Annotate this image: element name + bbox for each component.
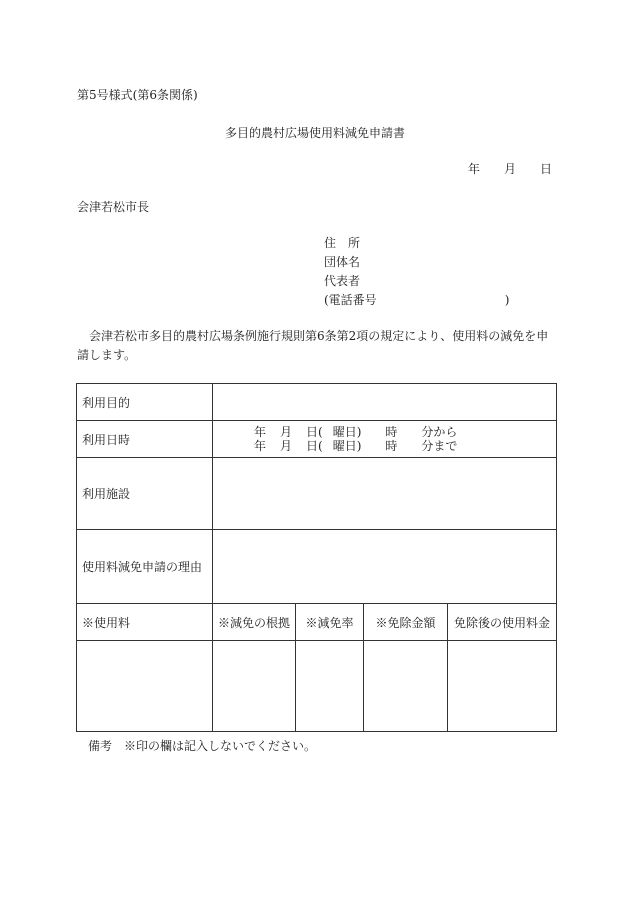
from-year: 年: [254, 425, 267, 439]
datetime-field[interactable]: [213, 421, 557, 458]
reduction-rate-header: ※減免率: [296, 604, 364, 641]
reduction-basis-header: ※減免の根拠: [213, 604, 296, 641]
reason-label: 使用料減免申請の理由: [77, 530, 213, 604]
reduction-rate-cell[interactable]: [296, 641, 364, 732]
from-minute: 分から: [421, 425, 458, 439]
phone-line: [324, 291, 509, 310]
form-number: 第5号様式(第6条関係): [77, 88, 198, 102]
to-day: 日(: [306, 439, 323, 453]
from-day: 日(: [306, 425, 323, 439]
date-year: 年: [468, 162, 481, 176]
date-line: [468, 160, 552, 177]
to-year: 年: [254, 439, 267, 453]
application-table: [76, 383, 557, 732]
addressee: 会津若松市長: [77, 200, 150, 214]
phone-close: ): [504, 293, 510, 307]
exemption-amount-header: ※免除金額: [364, 604, 448, 641]
reduction-basis-cell[interactable]: [213, 641, 296, 732]
purpose-field[interactable]: [213, 384, 557, 421]
fee-after-exemption-header: 免除後の使用料金: [448, 604, 557, 641]
date-day: 日: [540, 162, 553, 176]
phone-label: (電話番号: [324, 293, 377, 307]
facility-label: 利用施設: [77, 458, 213, 530]
to-month: 月: [280, 439, 293, 453]
from-hour: 時: [385, 425, 398, 439]
to-weekday: 曜日): [332, 439, 362, 453]
purpose-label: 利用目的: [77, 384, 213, 421]
from-month: 月: [280, 425, 293, 439]
address-label: 住 所: [324, 236, 361, 250]
applicant-block: [324, 234, 509, 310]
to-minute: 分まで: [421, 439, 458, 453]
fee-value-cell[interactable]: [77, 641, 213, 732]
document-title: 多目的農村広場使用料減免申請書: [224, 126, 405, 140]
datetime-from: [218, 425, 551, 439]
datetime-label: 利用日時: [77, 421, 213, 458]
date-month: 月: [504, 162, 517, 176]
from-weekday: 曜日): [332, 425, 362, 439]
group-name-label: 団体名: [324, 255, 361, 269]
application-statement: 会津若松市多目的農村広場条例施行規則第6条第2項の規定により、使用料の減免を申請します。: [77, 329, 549, 362]
remarks-note: 備考 ※印の欄は記入しないでください。: [88, 739, 317, 753]
to-hour: 時: [385, 439, 398, 453]
facility-field[interactable]: [213, 458, 557, 530]
exemption-amount-cell[interactable]: [364, 641, 448, 732]
fee-after-exemption-cell[interactable]: [448, 641, 557, 732]
datetime-to: [218, 439, 551, 453]
reason-field[interactable]: [213, 530, 557, 604]
fee-header: ※使用料: [77, 604, 213, 641]
representative-label: 代表者: [324, 274, 361, 288]
